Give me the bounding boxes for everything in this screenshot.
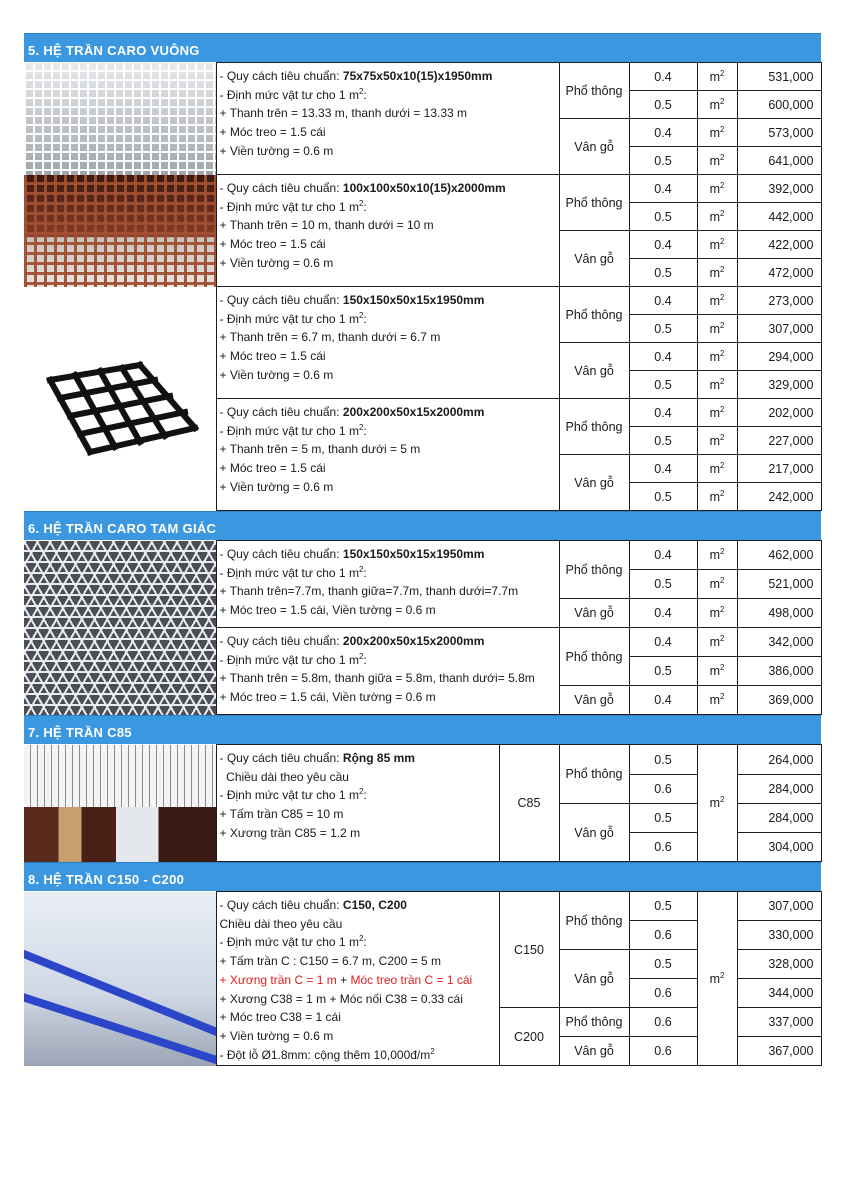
- unit-cell: $m^2$: [697, 427, 737, 455]
- price-cell: 422,000: [737, 231, 821, 259]
- thickness-cell: 0.5: [629, 657, 697, 686]
- unit-cell: $m^2$: [697, 599, 737, 628]
- unit-cell: $m^2$: [697, 175, 737, 203]
- black-grid-panel-image: [30, 360, 200, 460]
- unit-cell: $m^2$: [697, 119, 737, 147]
- price-cell: 367,000: [737, 1037, 821, 1066]
- unit-cell: $m^2$: [697, 287, 737, 315]
- category-cell: Phổ thông: [559, 541, 629, 599]
- section-6-table: [24, 540, 822, 715]
- category-cell: Phổ thông: [559, 1008, 629, 1037]
- category-cell: Vân gỗ: [559, 599, 629, 628]
- category-cell: Vân gỗ: [559, 950, 629, 1008]
- c85-spec: - Quy cách tiêu chuẩn: Rộng 85 mm Chiều dài theo yêu cầu - Định mức vật tư cho 1 $m^2$: + Tấm trần C85 = 10 m + Xương trần C85 = 1.2 m: [216, 745, 499, 862]
- price-cell: 217,000: [737, 455, 821, 483]
- thickness-cell: 0.5: [629, 483, 697, 511]
- price-cell: 307,000: [737, 315, 821, 343]
- category-cell: Vân gỗ: [559, 455, 629, 511]
- category-cell: Vân gỗ: [559, 804, 629, 862]
- unit-cell: $m^2$: [697, 343, 737, 371]
- price-cell: 641,000: [737, 147, 821, 175]
- c150-code: C150: [499, 892, 559, 1008]
- price-cell: 498,000: [737, 599, 821, 628]
- category-cell: Vân gỗ: [559, 231, 629, 287]
- price-cell: 392,000: [737, 175, 821, 203]
- price-sheet: [24, 33, 821, 1066]
- thickness-cell: 0.6: [629, 1008, 697, 1037]
- category-cell: Phổ thông: [559, 628, 629, 686]
- triangle-grid-ceiling-photo: [24, 541, 216, 715]
- price-cell: 369,000: [737, 686, 821, 715]
- thickness-cell: 0.5: [629, 91, 697, 119]
- price-cell: 304,000: [737, 833, 821, 862]
- thickness-cell: 0.5: [629, 804, 697, 833]
- category-cell: Vân gỗ: [559, 343, 629, 399]
- white-grid-ceiling-photo: [24, 63, 216, 175]
- section-6-header: 6. HỆ TRẦN CARO TAM GIÁC: [24, 511, 821, 540]
- price-cell: 202,000: [737, 399, 821, 427]
- thickness-cell: 0.4: [629, 686, 697, 715]
- thickness-cell: 0.4: [629, 63, 697, 91]
- section-7-table: [24, 744, 822, 862]
- thickness-cell: 0.4: [629, 628, 697, 657]
- price-cell: 386,000: [737, 657, 821, 686]
- price-cell: 242,000: [737, 483, 821, 511]
- thickness-cell: 0.4: [629, 231, 697, 259]
- c150-spec: - Quy cách tiêu chuẩn: C150, C200 Chiều dài theo yêu cầu - Định mức vật tư cho 1 $m^2$: + Tấm trần C : C150 = 6.7 m, C200 = 5 m + Xương trần C = 1 m + Móc treo trần C = 1 cái + Xương C38 = 1 m + Móc nối C38 = 0.33 cái + Móc treo C38 = 1 cái + Viền tường = 0.6 m - Đột lỗ Ø1.8mm: cộng thêm $10,000đ/m^2$: [216, 892, 499, 1066]
- thickness-cell: 0.4: [629, 343, 697, 371]
- price-cell: 531,000: [737, 63, 821, 91]
- thickness-cell: 0.4: [629, 541, 697, 570]
- price-cell: 294,000: [737, 343, 821, 371]
- unit-cell: $m^2$: [697, 657, 737, 686]
- c85-code: C85: [499, 745, 559, 862]
- unit-cell: $m^2$: [697, 628, 737, 657]
- price-cell: 342,000: [737, 628, 821, 657]
- price-cell: 328,000: [737, 950, 821, 979]
- thickness-cell: 0.6: [629, 979, 697, 1008]
- thickness-cell: 0.4: [629, 599, 697, 628]
- thickness-cell: 0.4: [629, 399, 697, 427]
- category-cell: Phổ thông: [559, 287, 629, 343]
- price-cell: 330,000: [737, 921, 821, 950]
- unit-cell: $m^2$: [697, 63, 737, 91]
- thickness-cell: 0.5: [629, 570, 697, 599]
- unit-cell: $m^2$: [697, 399, 737, 427]
- unit-cell: $m^2$: [697, 892, 737, 1066]
- c150-ceiling-photo: [24, 892, 216, 1066]
- section-5-header: 5. HỆ TRẦN CARO VUÔNG: [24, 33, 821, 62]
- unit-cell: $m^2$: [697, 315, 737, 343]
- price-cell: 521,000: [737, 570, 821, 599]
- section-8-header: 8. HỆ TRẦN C150 - C200: [24, 862, 821, 891]
- unit-cell: $m^2$: [697, 231, 737, 259]
- price-cell: 227,000: [737, 427, 821, 455]
- price-cell: 284,000: [737, 804, 821, 833]
- category-cell: Phổ thông: [559, 175, 629, 231]
- spec-cell: - Quy cách tiêu chuẩn: 75x75x50x10(15)x1950mm - Định mức vật tư cho 1 $m^2$: + Thanh trên = 13.33 m, thanh dưới = 13.33 m + Móc treo = 1.5 cái + Viền tường = 0.6 m: [216, 63, 559, 175]
- thickness-cell: 0.5: [629, 892, 697, 921]
- price-cell: 573,000: [737, 119, 821, 147]
- unit-cell: $m^2$: [697, 91, 737, 119]
- price-cell: 264,000: [737, 745, 821, 775]
- unit-cell: $m^2$: [697, 541, 737, 570]
- unit-cell: $m^2$: [697, 455, 737, 483]
- spec-cell: - Quy cách tiêu chuẩn: 150x150x50x15x1950mm - Định mức vật tư cho 1 $m^2$: + Thanh trên = 6.7 m, thanh dưới = 6.7 m + Móc treo = 1.5 cái + Viền tường = 0.6 m: [216, 287, 559, 399]
- unit-cell: $m^2$: [697, 570, 737, 599]
- price-cell: 284,000: [737, 775, 821, 804]
- unit-cell: $m^2$: [697, 686, 737, 715]
- unit-cell: $m^2$: [697, 371, 737, 399]
- category-cell: Phổ thông: [559, 399, 629, 455]
- thickness-cell: 0.5: [629, 427, 697, 455]
- section-7-header: 7. HỆ TRẦN C85: [24, 715, 821, 744]
- section-8-table: [24, 891, 822, 1066]
- category-cell: Phổ thông: [559, 745, 629, 804]
- thickness-cell: 0.5: [629, 745, 697, 775]
- category-cell: Vân gỗ: [559, 686, 629, 715]
- thickness-cell: 0.5: [629, 315, 697, 343]
- category-cell: Vân gỗ: [559, 119, 629, 175]
- unit-cell: $m^2$: [697, 259, 737, 287]
- price-cell: 344,000: [737, 979, 821, 1008]
- price-cell: 307,000: [737, 892, 821, 921]
- price-cell: 329,000: [737, 371, 821, 399]
- thickness-cell: 0.4: [629, 175, 697, 203]
- thickness-cell: 0.5: [629, 371, 697, 399]
- unit-cell: $m^2$: [697, 147, 737, 175]
- thickness-cell: 0.6: [629, 1037, 697, 1066]
- thickness-cell: 0.6: [629, 833, 697, 862]
- category-cell: Phổ thông: [559, 892, 629, 950]
- spec-cell: - Quy cách tiêu chuẩn: 150x150x50x15x1950mm - Định mức vật tư cho 1 $m^2$: + Thanh trên=7.7m, thanh giữa=7.7m, thanh dưới=7.7m + Móc treo = 1.5 cái, Viền tường = 0.6 m: [216, 541, 559, 628]
- thickness-cell: 0.6: [629, 921, 697, 950]
- thickness-cell: 0.5: [629, 147, 697, 175]
- spec-cell: - Quy cách tiêu chuẩn: 100x100x50x10(15)x2000mm - Định mức vật tư cho 1 $m^2$: + Thanh trên = 10 m, thanh dưới = 10 m + Móc treo = 1.5 cái + Viền tường = 0.6 m: [216, 175, 559, 287]
- thickness-cell: 0.5: [629, 950, 697, 979]
- price-cell: 600,000: [737, 91, 821, 119]
- c85-ceiling-photo: [24, 745, 216, 862]
- thickness-cell: 0.4: [629, 119, 697, 147]
- price-cell: 472,000: [737, 259, 821, 287]
- thickness-cell: 0.6: [629, 775, 697, 804]
- price-cell: 462,000: [737, 541, 821, 570]
- category-cell: Phổ thông: [559, 63, 629, 119]
- unit-cell: $m^2$: [697, 483, 737, 511]
- wood-grid-ceiling-photo: [24, 175, 216, 287]
- c200-code: C200: [499, 1008, 559, 1066]
- unit-cell: $m^2$: [697, 745, 737, 862]
- spec-cell: - Quy cách tiêu chuẩn: 200x200x50x15x2000mm - Định mức vật tư cho 1 $m^2$: + Thanh trên = 5 m, thanh dưới = 5 m + Móc treo = 1.5 cái + Viền tường = 0.6 m: [216, 399, 559, 511]
- thickness-cell: 0.5: [629, 203, 697, 231]
- price-cell: 337,000: [737, 1008, 821, 1037]
- spec-cell: - Quy cách tiêu chuẩn: 200x200x50x15x2000mm - Định mức vật tư cho 1 $m^2$: + Thanh trên = 5.8m, thanh giữa = 5.8m, thanh dưới= 5.8m + Móc treo = 1.5 cái, Viền tường = 0.6 m: [216, 628, 559, 715]
- thickness-cell: 0.4: [629, 455, 697, 483]
- thickness-cell: 0.5: [629, 259, 697, 287]
- price-cell: 273,000: [737, 287, 821, 315]
- unit-cell: $m^2$: [697, 203, 737, 231]
- thickness-cell: 0.4: [629, 287, 697, 315]
- price-cell: 442,000: [737, 203, 821, 231]
- category-cell: Vân gỗ: [559, 1037, 629, 1066]
